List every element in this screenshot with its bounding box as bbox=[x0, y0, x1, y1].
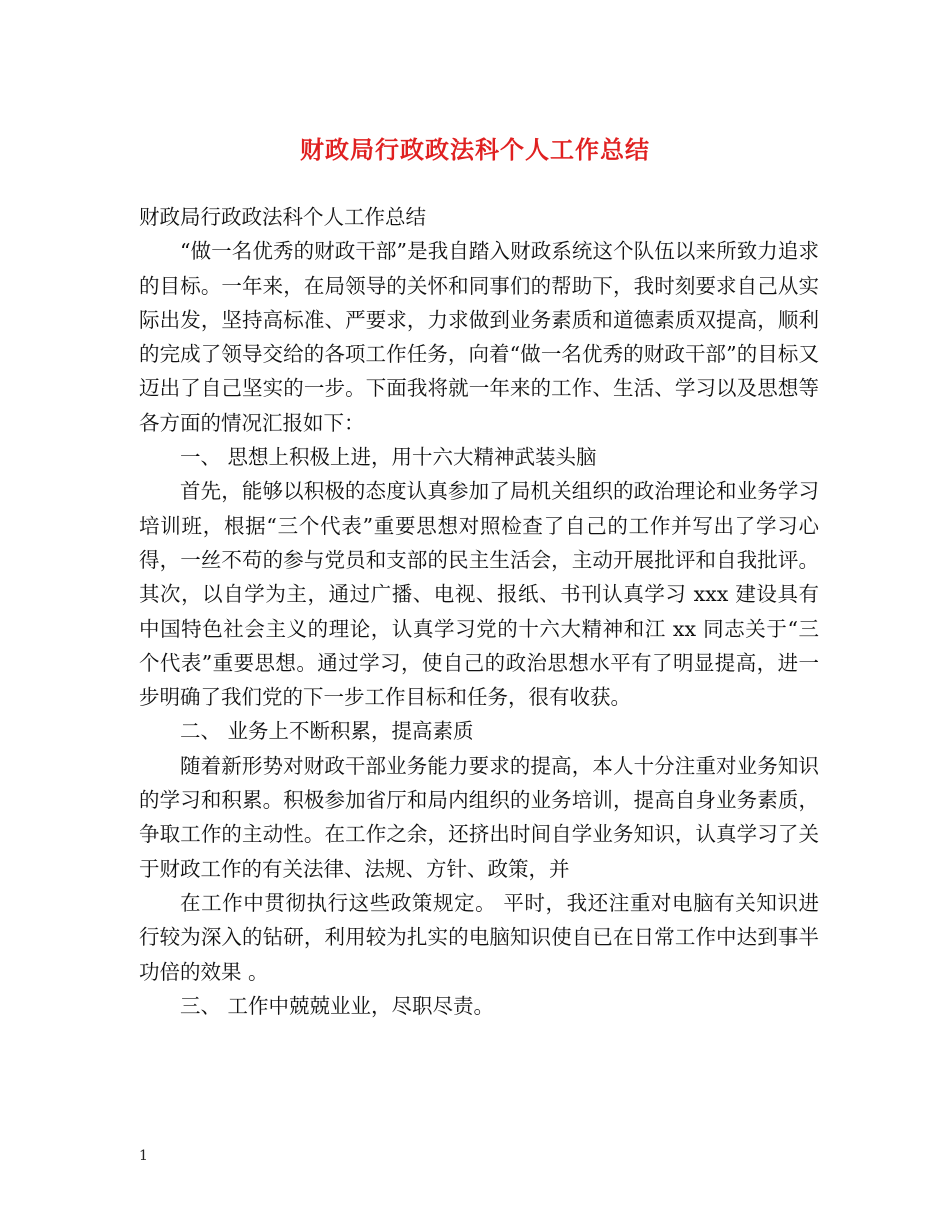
paragraph-section-2b: 在工作中贯彻执行这些政策规定。 平时，我还注重对电脑有关知识进行较为深入的钻研，利用较为扎实的电脑知识使自已在日常工作中达到事半功倍的效果 。 bbox=[139, 890, 819, 984]
paragraph-section-1: 首先，能够以积极的态度认真参加了局机关组织的政治理论和业务学习培训班，根据“三个代表”重要思想对照检查了自己的工作并写出了学习心得，一丝不苟的参与党员和支部的民主生活会，主动开展批评和自我批评。 其次，以自学为主，通过广播、电视、报纸、书刊认真学习 xxx 建设具有中国特色社会主义的理论，认真学习党的十六大精神和江 xx 同志关于“三个代表”重要思想。通过学习，使自己的政治思想水平有了明显提高，进一步明确了我们党的下一步工作目标和任务，很有收获。 bbox=[139, 479, 819, 710]
section-heading-2: 二、 业务上不断积累，提高素质 bbox=[180, 719, 474, 744]
paragraph-section-2a: 随着新形势对财政干部业务能力要求的提高，本人十分注重对业务知识的学习和积累。积极参加省厅和局内组织的业务培训，提高自身业务素质，争取工作的主动性。在工作之余，还挤出时间自学业务知识，认真学习了关于财政工作的有关法律、法规、方针、政策，并 bbox=[139, 753, 819, 881]
document-body bbox=[139, 200, 819, 1023]
section-heading-1: 一、 思想上积极上进，用十六大精神武装头脑 bbox=[180, 445, 597, 470]
paragraph-intro: “做一名优秀的财政干部”是我自踏入财政系统这个队伍以来所致力追求的目标。一年来，在局领导的关怀和同事们的帮助下，我时刻要求自己从实际出发，坚持高标准、严要求，力求做到业务素质和道德素质双提高，顺利的完成了领导交给的各项工作任务，向着“做一名优秀的财政干部”的目标又迈出了自己坚实的一步。下面我将就一年来的工作、生活、学习以及思想等各方面的情况汇报如下： bbox=[139, 239, 819, 435]
document-subtitle: 财政局行政政法科个人工作总结 bbox=[139, 205, 426, 229]
section-heading-3: 三、 工作中兢兢业业，尽职尽责。 bbox=[180, 993, 495, 1018]
page-number: 1 bbox=[139, 1148, 148, 1164]
document-title: 财政局行政政法科个人工作总结 bbox=[300, 135, 650, 164]
